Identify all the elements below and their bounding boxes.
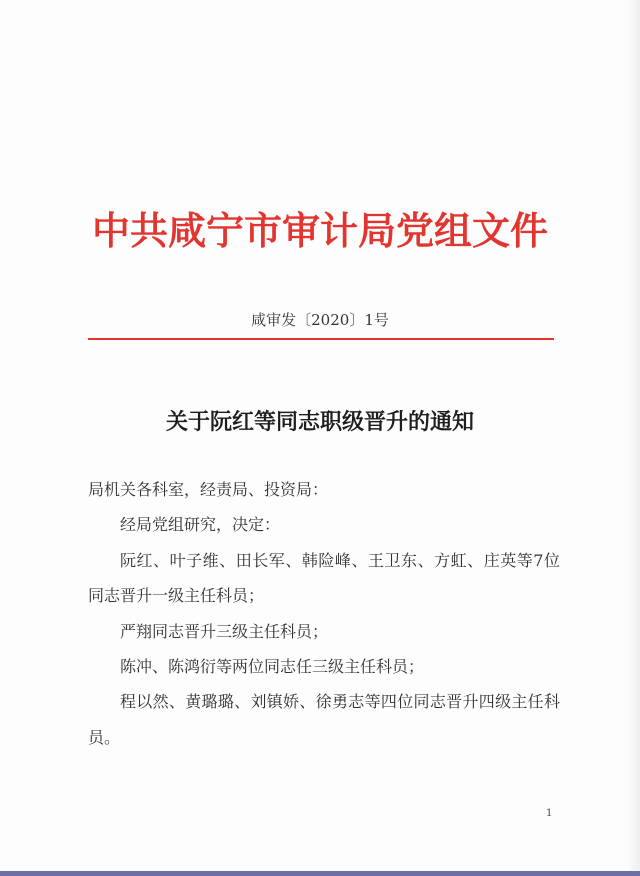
scan-bottom-band bbox=[0, 871, 640, 876]
paragraph-promotion-level-4: 程以然、黄璐璐、刘镇娇、徐勇志等四位同志晋升四级主任科员。 bbox=[88, 692, 560, 747]
paragraph-promotion-level-3: 严翔同志晋升三级主任科员； bbox=[120, 621, 329, 641]
page-edge-shadow bbox=[626, 0, 640, 876]
document-number: 咸审发〔2020〕1号 bbox=[251, 311, 389, 329]
notice-title: 关于阮红等同志职级晋升的通知 bbox=[165, 409, 474, 435]
paragraph-decision: 经局党组研究，决定： bbox=[120, 515, 281, 535]
paragraph-promotion-level-1: 阮红、叶子维、田长军、韩险峰、王卫东、方虹、庄英等7位同志晋升一级主任科员； bbox=[88, 550, 560, 606]
paragraph-appointment-level-3: 陈冲、陈鸿衍等两位同志任三级主任科员； bbox=[120, 657, 425, 677]
red-divider bbox=[88, 338, 554, 340]
page-number: 1 bbox=[546, 808, 553, 819]
salutation: 局机关各科室，经责局、投资局： bbox=[88, 480, 329, 499]
org-title: 中共咸宁市审计局党组文件 bbox=[91, 208, 548, 253]
notice-body bbox=[88, 472, 560, 755]
